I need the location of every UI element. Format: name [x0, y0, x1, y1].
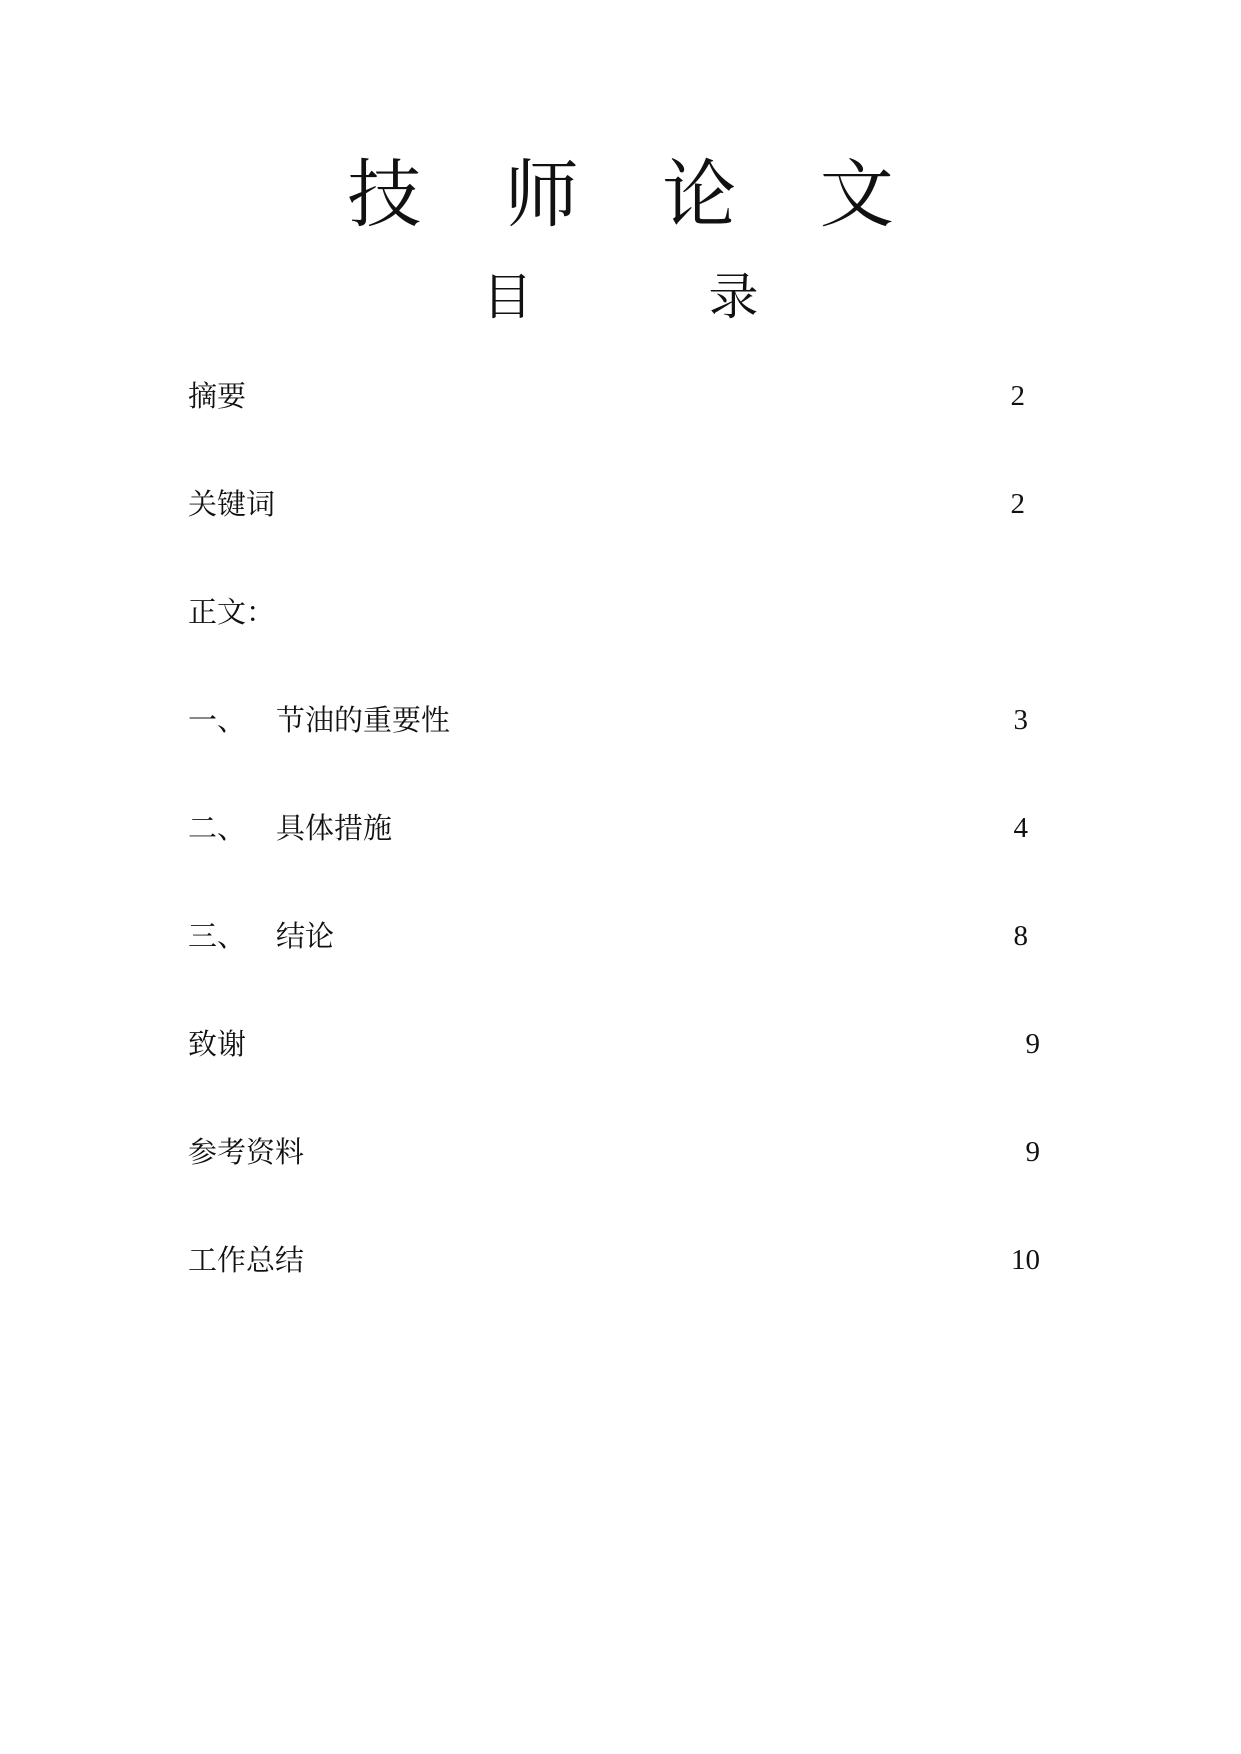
toc-dot-leader: [322, 1132, 1006, 1172]
toc-heading: 目 录: [482, 268, 839, 326]
toc-entry-label: 摘要: [188, 379, 247, 413]
toc-entry-work-summary[interactable]: [188, 1240, 1040, 1280]
toc-section-number: 二、: [188, 811, 247, 845]
toc-page-number: 4: [1013, 812, 1028, 844]
toc-entry-label: 正文：: [188, 595, 276, 629]
toc-entry-keywords[interactable]: [188, 484, 1025, 524]
toc-dot-leader: [304, 1024, 1006, 1064]
toc-entry-label: 节油的重要性: [276, 703, 451, 737]
toc-dot-leader: [250, 376, 991, 416]
toc-section-number: 一、: [188, 703, 247, 737]
toc-page-number: 9: [1025, 1028, 1040, 1060]
toc-entry-acknowledgements[interactable]: [188, 1024, 1040, 1064]
toc-page-number: 3: [1013, 704, 1028, 736]
toc-dot-leader: [322, 1240, 1004, 1280]
toc-entry-label: 结论: [276, 919, 335, 953]
toc-entry-label: 具体措施: [276, 811, 393, 845]
toc-entry-label: 关键词: [188, 487, 276, 521]
toc-dot-leader: [410, 808, 994, 848]
toc-dot-leader: [279, 484, 991, 524]
toc-entry-section-2[interactable]: [188, 808, 1028, 848]
toc-page-number: 8: [1013, 920, 1028, 952]
toc-entry-abstract[interactable]: [188, 376, 1025, 416]
toc-entry-body-heading[interactable]: [188, 592, 275, 632]
toc-page-number: 9: [1025, 1136, 1040, 1168]
toc-dot-leader: [468, 700, 994, 740]
toc-entry-label: 参考资料: [188, 1135, 305, 1169]
document-title: 技 师 论 文: [347, 152, 924, 238]
toc-page-number: 2: [1010, 488, 1025, 520]
toc-page-number: 2: [1010, 380, 1025, 412]
toc-entry-label: 致谢: [188, 1027, 247, 1061]
toc-section-number: 三、: [188, 919, 247, 953]
toc-entry-section-3[interactable]: [188, 916, 1028, 956]
toc-page-number: 10: [1011, 1244, 1040, 1276]
toc-entry-references[interactable]: [188, 1132, 1040, 1172]
toc-entry-section-1[interactable]: [188, 700, 1028, 740]
toc-dot-leader: [352, 916, 994, 956]
toc-entry-label: 工作总结: [188, 1243, 305, 1277]
